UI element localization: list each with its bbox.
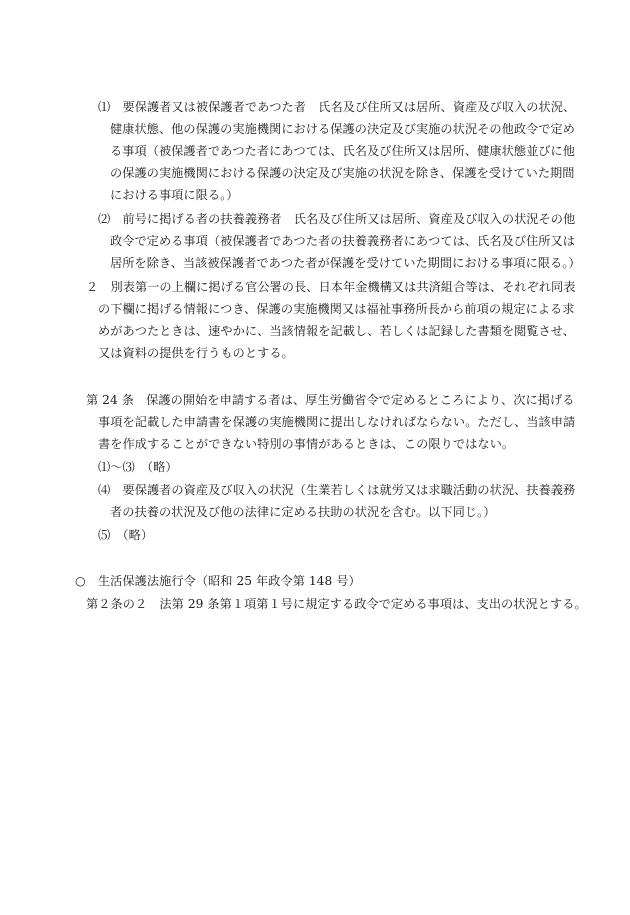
item-1-line-4: の保護の実施機関における保護の決定及び実施の状況を除き、保護を受けていた期間 xyxy=(110,166,575,180)
item-1-line-5: における事項に限る。） xyxy=(110,188,239,202)
paragraph-2-line-1: ２ 別表第一の上欄に掲げる官公署の長、日本年金機構又は共済組合等は、それぞれ同表 xyxy=(86,280,576,294)
item-2-line-1: ⑵ 前号に掲げる者の扶養義務者 氏名及び住所又は居所、資産及び収入の状況その他 xyxy=(98,212,576,226)
ordinance-article-2-2: 第２条の２ 法第 29 条第１項第１号に規定する政令で定める事項は、支出の状況とする。 xyxy=(86,597,587,611)
article-24-item-5: ⑸ （略） xyxy=(98,528,154,542)
article-24-item-4-line-1: ⑷ 要保護者の資産及び収入の状況（生業若しくは就労又は求職活動の状況、扶養義務 xyxy=(98,483,576,497)
item-1-line-2: 健康状態、他の保護の実施機関における保護の決定及び実施の状況その他政令で定め xyxy=(110,122,576,136)
item-1-line-1: ⑴ 要保護者又は被保護者であつた者 氏名及び住所又は居所、資産及び収入の状況、 xyxy=(98,100,576,114)
article-24-line-2: 事項を記載した申請書を保護の実施機関に提出しなければならない。ただし、当該申請 xyxy=(98,415,576,429)
item-1-line-3: る事項（被保護者であつた者にあつては、氏名及び住所又は居所、健康状態並びに他 xyxy=(110,144,576,158)
paragraph-2-line-4: 又は資料の提供を行うものとする。 xyxy=(98,346,294,360)
paragraph-2-line-3: めがあつたときは、速やかに、当該情報を記載し、若しくは記録した書類を閲覧させ、 xyxy=(98,324,575,338)
article-24-item-4-line-2: 者の扶養の状況及び他の法律に定める扶助の状況を含む。以下同じ。） xyxy=(110,505,496,519)
article-24-line-3: 書を作成することができない特別の事情があるときは、この限りではない。 xyxy=(98,437,515,451)
item-2-line-2: 政令で定める事項（被保護者であつた者の扶養義務者にあつては、氏名及び住所又は xyxy=(110,234,576,248)
article-24-item-1-3: ⑴～⑶ （略） xyxy=(98,460,178,474)
item-2-line-3: 居所を除き、当該被保護者であつた者が保護を受けていた期間における事項に限る。） xyxy=(110,256,581,270)
article-24-line-1: 第 24 条 保護の開始を申請する者は、厚生労働省令で定めるところにより、次に掲げる xyxy=(86,393,575,407)
paragraph-2-line-2: の下欄に掲げる情報につき、保護の実施機関又は福祉事務所長から前項の規定による求 xyxy=(98,302,575,316)
ordinance-heading: ○ 生活保護法施行令（昭和 25 年政令第 148 号） xyxy=(75,574,361,588)
